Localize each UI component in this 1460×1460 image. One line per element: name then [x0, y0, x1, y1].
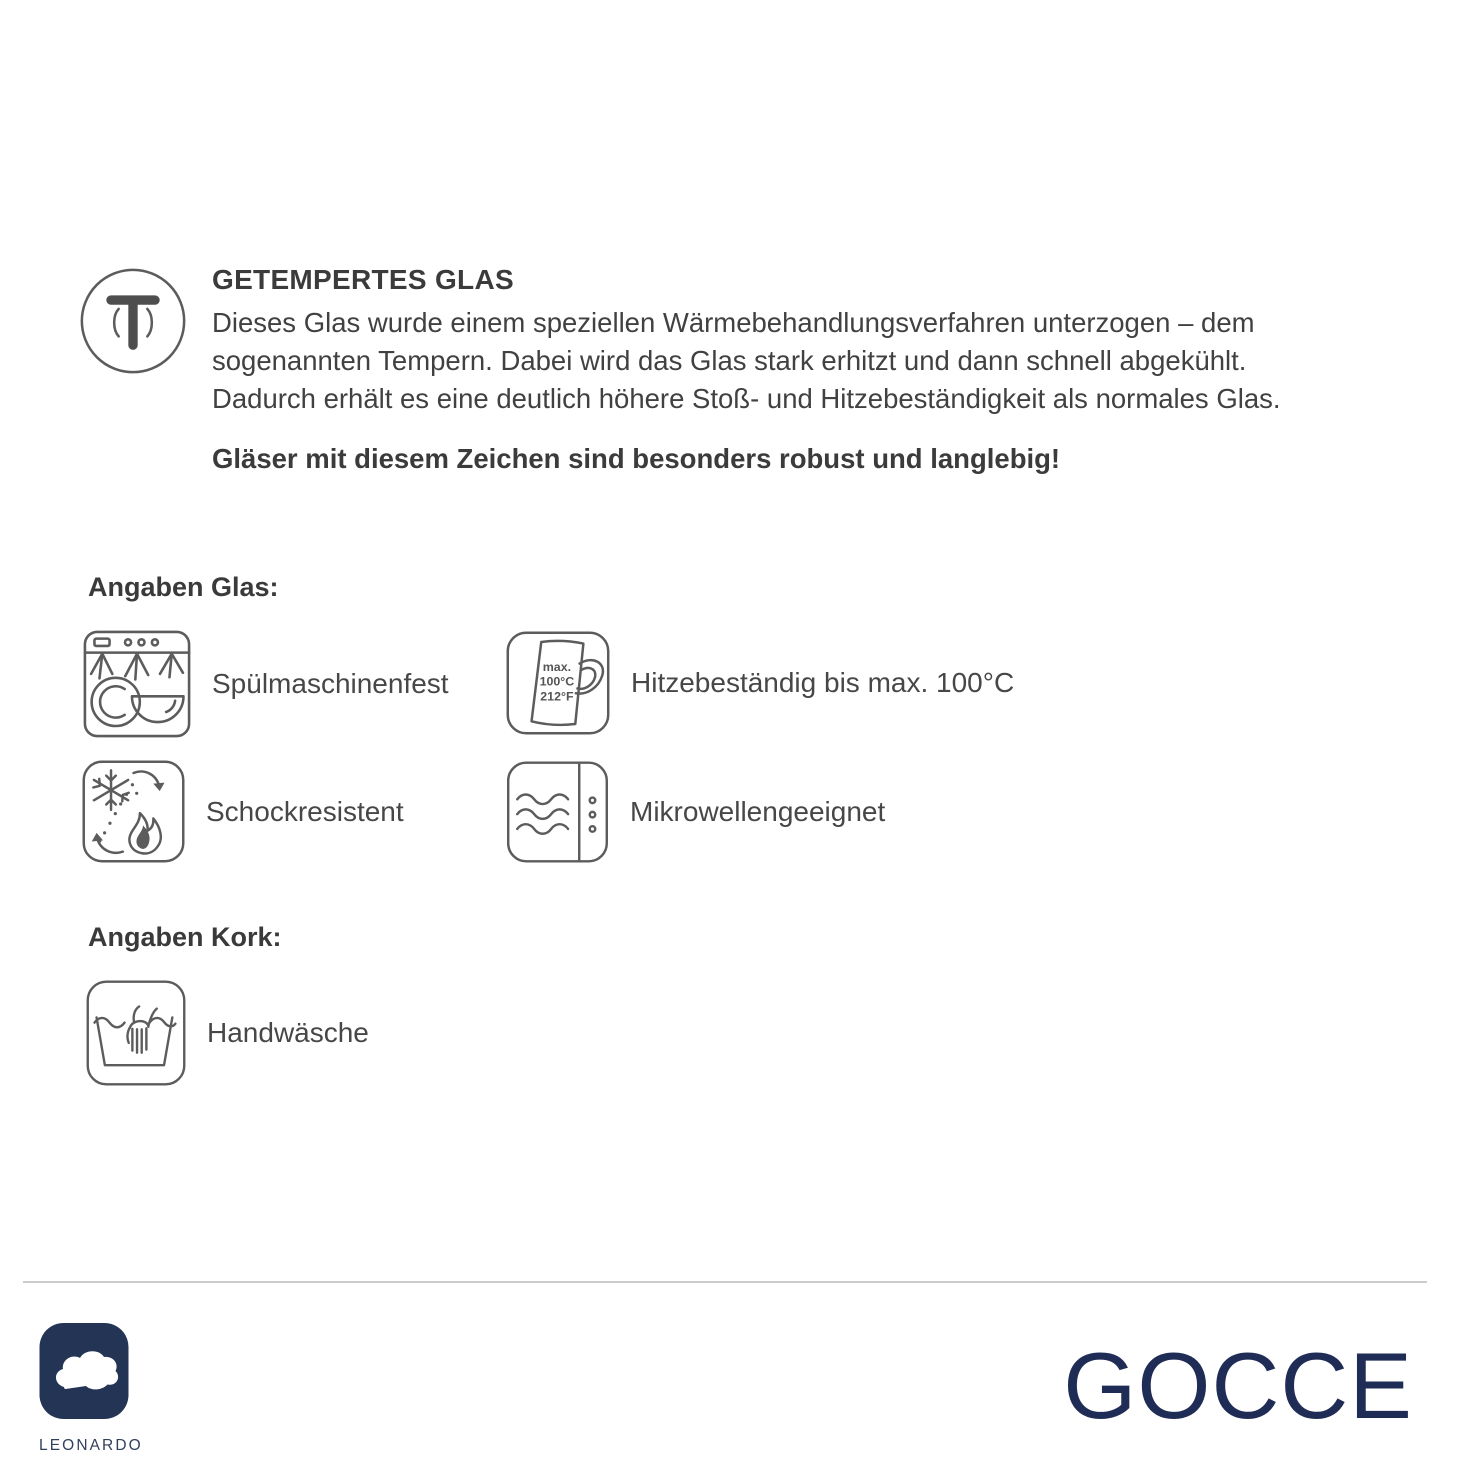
- microwave-icon: [504, 759, 611, 865]
- care-item-heat-resistant: [504, 628, 1014, 738]
- care-item-microwave: [504, 759, 885, 865]
- shock-resistant-icon: [80, 758, 187, 865]
- care-label-microwave: Mikrowellengeeignet: [630, 796, 886, 827]
- care-label-heat-resistant: Hitzebeständig bis max. 100°C: [631, 667, 1015, 698]
- tempered-glass-t-icon: [78, 266, 188, 376]
- glass-section-heading: Angaben Glas:: [88, 572, 279, 602]
- leonardo-brand-name: LEONARDO: [39, 1437, 143, 1454]
- heat-resistant-mug-icon: [504, 628, 612, 738]
- tempered-glass-paragraph-line: Dadurch erhält es eine deutlich höhere Stoß- und Hitzebeständigkeit als normales Glas.: [212, 383, 1281, 414]
- footer-divider: [23, 1281, 1427, 1283]
- svg-text:max.: max.: [542, 660, 572, 675]
- tempered-glass-title: GETEMPERTES GLAS: [212, 264, 514, 295]
- product-name-gocce: GOCCE: [1063, 1333, 1413, 1438]
- care-item-shock-resistant: [80, 758, 404, 865]
- tempered-glass-paragraph-line: sogenannten Tempern. Dabei wird das Glas stark erhitzt und dann schnell abgekühlt.: [212, 345, 1247, 376]
- tempered-glass-highlight: Gläser mit diesem Zeichen sind besonders robust und langlebig!: [212, 443, 1061, 474]
- dishwasher-icon: [81, 628, 193, 740]
- care-item-dishwasher: [81, 628, 449, 740]
- care-label-handwash: Handwäsche: [207, 1017, 369, 1048]
- leonardo-logo-icon: [38, 1321, 130, 1421]
- svg-text:100°C: 100°C: [539, 674, 575, 689]
- tempered-glass-paragraph-line: Dieses Glas wurde einem speziellen Wärmebehandlungsverfahren unterzogen – dem: [212, 307, 1255, 338]
- svg-text:212°F: 212°F: [540, 689, 574, 704]
- care-label-shock-resistant: Schockresistent: [206, 795, 404, 827]
- handwash-icon: [84, 978, 188, 1088]
- tempered-glass-section: [212, 264, 1412, 475]
- care-label-dishwasher: Spülmaschinenfest: [212, 668, 449, 699]
- cork-section-heading: Angaben Kork:: [88, 922, 282, 952]
- care-item-handwash: [84, 978, 369, 1088]
